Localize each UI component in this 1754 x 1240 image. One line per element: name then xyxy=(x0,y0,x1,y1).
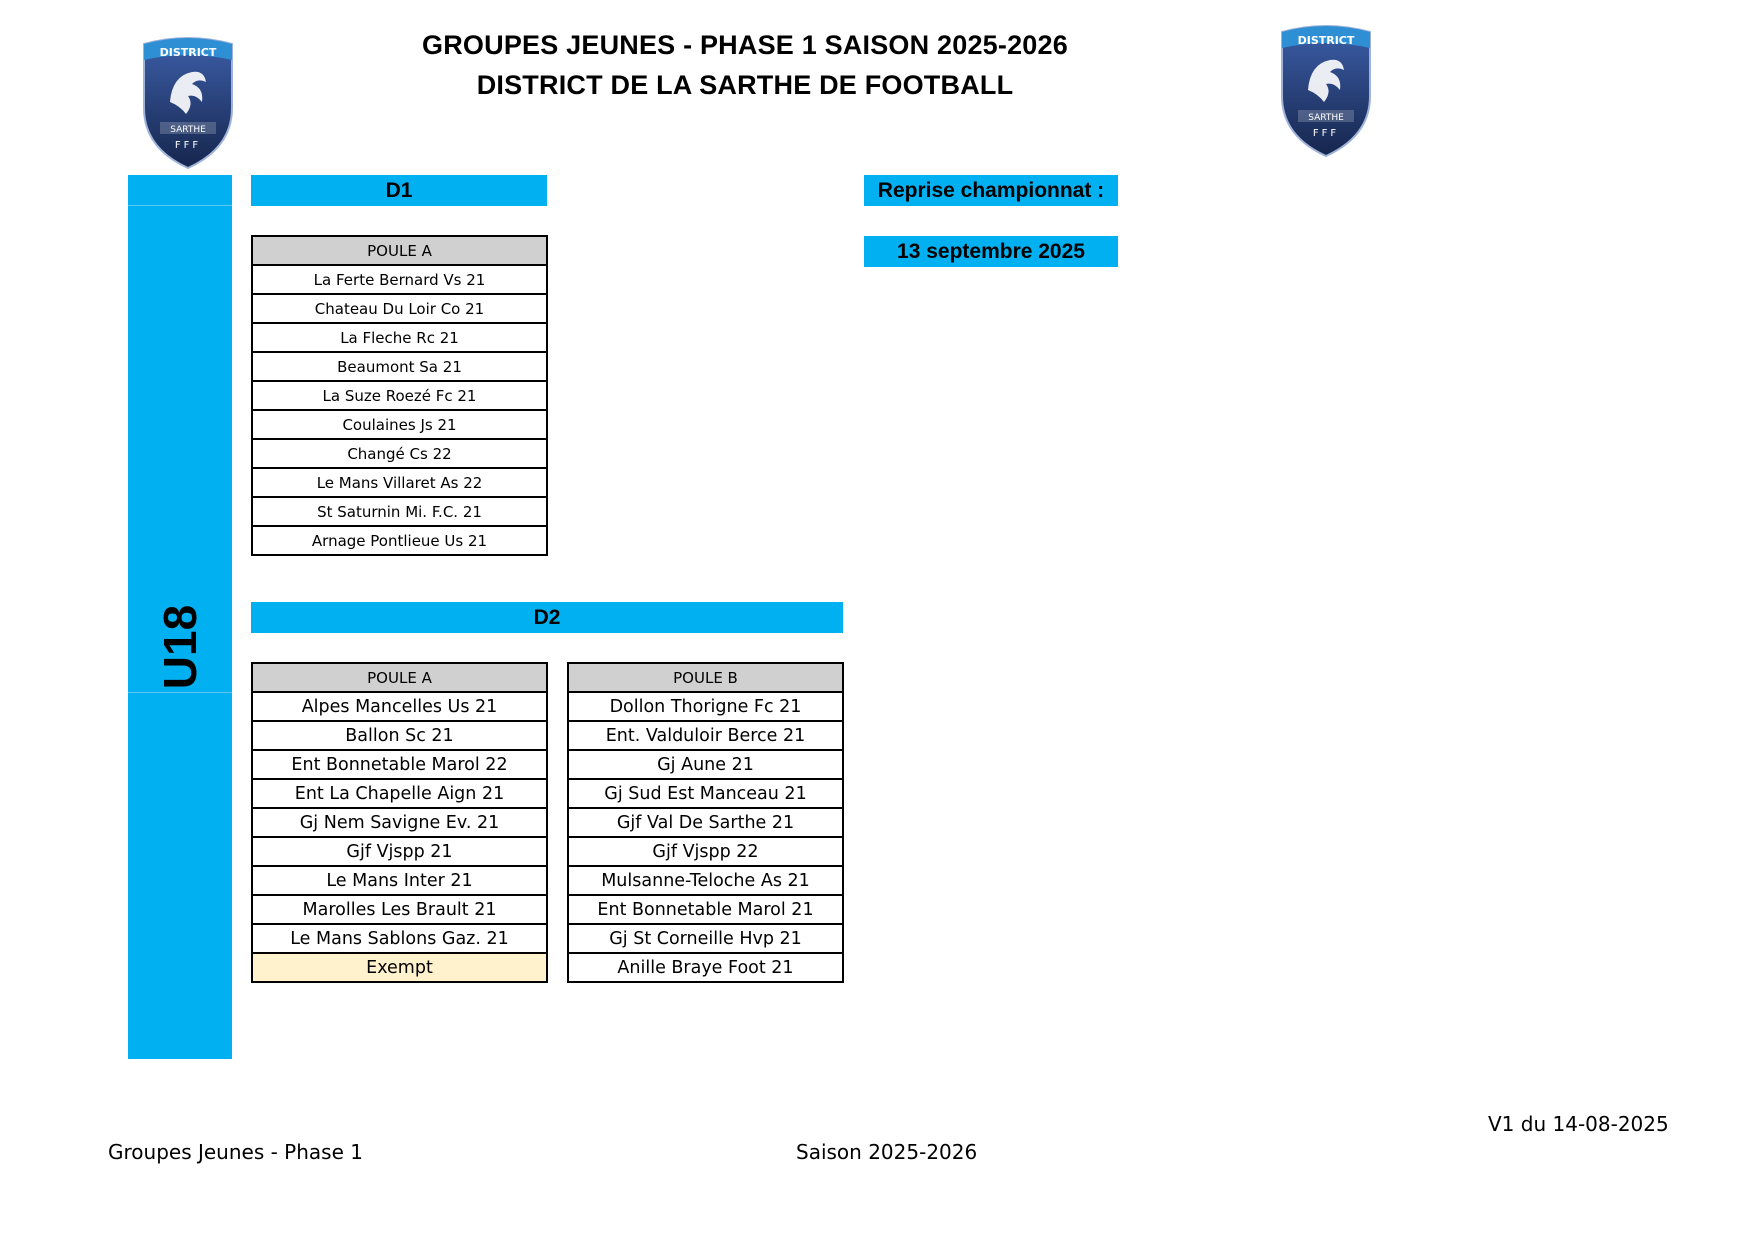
svg-text:SARTHE: SARTHE xyxy=(1308,113,1344,123)
exempt-cell: Exempt xyxy=(252,953,547,982)
poule-header: POULE A xyxy=(252,236,547,265)
poule-header: POULE A xyxy=(252,663,547,692)
team-cell: Le Mans Villaret As 22 xyxy=(252,468,547,497)
team-cell: Arnage Pontlieue Us 21 xyxy=(252,526,547,555)
category-band-divider xyxy=(128,205,232,206)
footer-left: Groupes Jeunes - Phase 1 xyxy=(108,1140,363,1164)
division-d1-band: D1 xyxy=(251,175,547,206)
team-cell: Gj St Corneille Hvp 21 xyxy=(568,924,843,953)
svg-text:SARTHE: SARTHE xyxy=(170,125,206,135)
svg-text:DISTRICT: DISTRICT xyxy=(159,46,217,59)
team-cell: La Suze Roezé Fc 21 xyxy=(252,381,547,410)
team-cell: Ballon Sc 21 xyxy=(252,721,547,750)
category-label: U18 xyxy=(154,604,206,690)
team-cell: Gj Sud Est Manceau 21 xyxy=(568,779,843,808)
team-cell: Coulaines Js 21 xyxy=(252,410,547,439)
team-cell: Gjf Vjspp 21 xyxy=(252,837,547,866)
district-logo-left xyxy=(140,30,236,170)
footer-center: Saison 2025-2026 xyxy=(796,1140,978,1164)
district-logo-right xyxy=(1278,18,1374,158)
d2-poule-a-table xyxy=(251,662,548,983)
svg-text:FFF: FFF xyxy=(1312,128,1340,139)
team-cell: Gjf Vjspp 22 xyxy=(568,837,843,866)
team-cell: Anille Braye Foot 21 xyxy=(568,953,843,982)
team-cell: Ent Bonnetable Marol 22 xyxy=(252,750,547,779)
team-cell: Gjf Val De Sarthe 21 xyxy=(568,808,843,837)
reprise-label: Reprise championnat : xyxy=(864,175,1118,206)
reprise-date: 13 septembre 2025 xyxy=(864,236,1118,267)
team-cell: Gj Aune 21 xyxy=(568,750,843,779)
team-cell: Ent La Chapelle Aign 21 xyxy=(252,779,547,808)
team-cell: Le Mans Inter 21 xyxy=(252,866,547,895)
page-title-line2: DISTRICT DE LA SARTHE DE FOOTBALL xyxy=(476,70,1014,100)
team-cell: La Ferte Bernard Vs 21 xyxy=(252,265,547,294)
team-cell: Gj Nem Savigne Ev. 21 xyxy=(252,808,547,837)
team-cell: Changé Cs 22 xyxy=(252,439,547,468)
d1-poule-a-table xyxy=(251,235,548,556)
page-title-line1: GROUPES JEUNES - PHASE 1 SAISON 2025-2026 xyxy=(422,30,1068,60)
team-cell: Chateau Du Loir Co 21 xyxy=(252,294,547,323)
team-cell: Marolles Les Brault 21 xyxy=(252,895,547,924)
team-cell: St Saturnin Mi. F.C. 21 xyxy=(252,497,547,526)
team-cell: Le Mans Sablons Gaz. 21 xyxy=(252,924,547,953)
team-cell: Mulsanne-Teloche As 21 xyxy=(568,866,843,895)
d2-poule-b-table xyxy=(567,662,844,983)
team-cell: Ent Bonnetable Marol 21 xyxy=(568,895,843,924)
poule-header: POULE B xyxy=(568,663,843,692)
svg-text:DISTRICT: DISTRICT xyxy=(1297,34,1355,47)
team-cell: Alpes Mancelles Us 21 xyxy=(252,692,547,721)
svg-text:FFF: FFF xyxy=(174,140,202,151)
team-cell: Ent. Valduloir Berce 21 xyxy=(568,721,843,750)
division-d2-band: D2 xyxy=(251,602,843,633)
team-cell: Dollon Thorigne Fc 21 xyxy=(568,692,843,721)
team-cell: Beaumont Sa 21 xyxy=(252,352,547,381)
version-label: V1 du 14-08-2025 xyxy=(1488,1112,1669,1136)
team-cell: La Fleche Rc 21 xyxy=(252,323,547,352)
